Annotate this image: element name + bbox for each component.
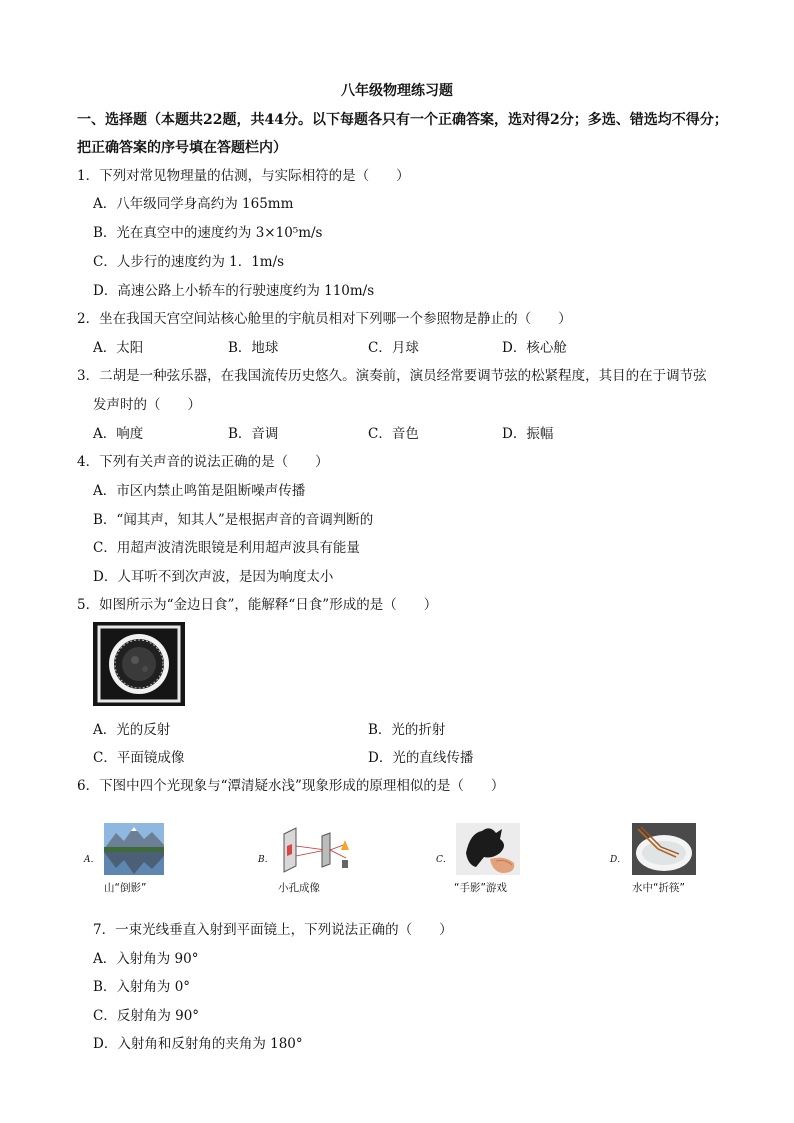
figure-d-caption: 水中“折筷” [632,882,685,894]
question-7-option-b: B．入射角为 0° [93,979,191,995]
hand-shadow-image [456,823,520,875]
question-3-option-a: A．响度 [93,426,144,442]
question-4-stem: 4．下列有关声音的说法正确的是（ ） [77,454,329,470]
question-4-option-a: A．市区内禁止鸣笛是阻断噪声传播 [93,483,306,499]
question-1-stem: 1．下列对常见物理量的估测，与实际相符的是（ ） [77,168,410,184]
figure-c-letter: C． [436,855,452,865]
question-7-stem: 7．一束光线垂直入射到平面镜上，下列说法正确的（ ） [93,922,453,938]
mountain-reflection-image [104,823,164,875]
section-heading-line1: 一、选择题（本题共22题，共44分。以下每题各只有一个正确答案，选对得2分；多选、错选均不得分； [77,112,728,128]
question-2-stem: 2．坐在我国天宫空间站核心舱里的宇航员相对下列哪一个参照物是静止的（ ） [77,311,572,327]
question-5-option-a: A．光的反射 [93,722,171,738]
question-5-option-c: C．平面镜成像 [93,750,185,766]
question-6-figures [0,820,794,900]
question-2-option-b: B．地球 [228,340,279,356]
question-3-option-c: C．音色 [368,426,419,442]
question-3-option-d: D．振幅 [502,426,554,442]
question-1-option-a: A．八年级同学身高约为 165mm [93,196,294,212]
question-5-option-d: D．光的直线传播 [368,750,474,766]
page-title: 八年级物理练习题 [341,83,453,99]
question-1-option-d: D．高速公路上小轿车的行驶速度约为 110m/s [93,283,375,299]
question-1-option-c: C．人步行的速度约为 1．1m/s [93,254,285,270]
question-4-option-c: C．用超声波清洗眼镜是利用超声波具有能量 [93,540,360,556]
figure-d-letter: D． [610,855,627,865]
question-6-stem: 6．下图中四个光现象与“潭清疑水浅”现象形成的原理相似的是（ ） [77,778,505,794]
question-2-option-a: A．太阳 [93,340,144,356]
figure-b-caption: 小孔成像 [278,882,320,894]
question-3-option-b: B．音调 [228,426,279,442]
question-7-option-c: C．反射角为 90° [93,1008,200,1024]
pinhole-camera-image [278,826,358,874]
question-2-option-d: D．核心舱 [502,340,567,356]
question-5-option-b: B．光的折射 [368,722,446,738]
question-2-option-c: C．月球 [368,340,419,356]
figure-a-letter: A． [84,855,100,865]
question-3-stem-line2: 发声时的（ ） [93,397,201,413]
annular-eclipse-image [93,622,185,706]
figure-a-caption: 山“倒影” [104,882,147,894]
question-1-option-b: B．光在真空中的速度约为 3×10⁵m/s [93,225,323,241]
question-5-stem: 5．如图所示为“金边日食”，能解释“日食”形成的是（ ） [77,597,438,613]
chopsticks-in-water-image [632,823,696,875]
question-7-option-a: A．入射角为 90° [93,951,199,967]
question-7-option-d: D．入射角和反射角的夹角为 180° [93,1036,303,1052]
section-heading-line2: 把正确答案的序号填在答题栏内） [77,140,287,156]
question-3-stem-line1: 3．二胡是一种弦乐器，在我国流传历史悠久。演奏前，演员经常要调节弦的松紧程度，其目的在于调节弦 [77,368,707,384]
figure-b-letter: B． [258,855,274,865]
question-4-option-b: B．“闻其声，知其人”是根据声音的音调判断的 [93,512,374,528]
figure-c-caption: “手影”游戏 [454,882,507,894]
question-4-option-d: D．人耳听不到次声波，是因为响度太小 [93,569,334,585]
